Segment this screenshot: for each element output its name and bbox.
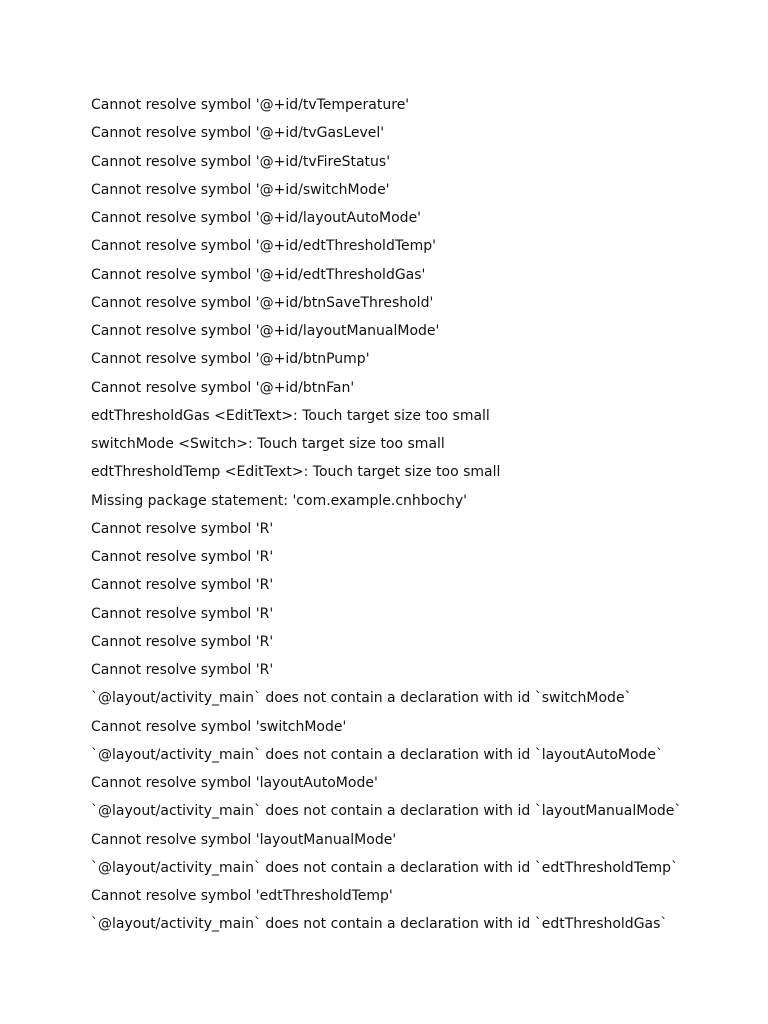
message-line: Cannot resolve symbol '@+id/btnPump' <box>91 351 370 368</box>
message-line: edtThresholdTemp <EditText>: Touch target size too small <box>91 464 501 481</box>
message-line: Cannot resolve symbol '@+id/btnFan' <box>91 379 355 396</box>
message-line: edtThresholdGas <EditText>: Touch target size too small <box>91 407 490 424</box>
message-line: Cannot resolve symbol '@+id/edtThresholdTemp' <box>91 238 436 255</box>
message-line: Cannot resolve symbol '@+id/layoutManualMode' <box>91 323 440 339</box>
message-line: Cannot resolve symbol 'R' <box>91 633 274 650</box>
message-line: Cannot resolve symbol '@+id/tvTemperature' <box>91 97 410 113</box>
message-line: Cannot resolve symbol '@+id/tvGasLevel' <box>91 125 385 142</box>
message-line: Missing package statement: 'com.example.cnhbochy' <box>91 492 467 509</box>
message-line: `@layout/activity_main` does not contain a declaration with id `edtThresholdGas` <box>91 916 668 933</box>
message-line: Cannot resolve symbol 'switchMode' <box>91 718 347 735</box>
message-line: Cannot resolve symbol 'edtThresholdTemp' <box>91 888 393 904</box>
message-line: `@layout/activity_main` does not contain a declaration with id `switchMode` <box>91 690 632 707</box>
message-line: Cannot resolve symbol 'layoutAutoMode' <box>91 775 378 791</box>
message-line: Cannot resolve symbol 'R' <box>91 662 274 678</box>
message-line: Cannot resolve symbol '@+id/switchMode' <box>91 181 390 198</box>
message-line: Cannot resolve symbol '@+id/layoutAutoMode' <box>91 210 422 226</box>
message-line: Cannot resolve symbol 'R' <box>91 577 274 594</box>
message-line: `@layout/activity_main` does not contain a declaration with id `edtThresholdTemp` <box>91 859 679 876</box>
message-line: `@layout/activity_main` does not contain a declaration with id `layoutManualMode` <box>91 803 682 820</box>
message-line: Cannot resolve symbol '@+id/btnSaveThreshold' <box>91 294 434 311</box>
message-line: Cannot resolve symbol '@+id/tvFireStatus' <box>91 153 391 170</box>
message-line: Cannot resolve symbol 'R' <box>91 520 274 537</box>
message-line: Cannot resolve symbol 'R' <box>91 549 274 565</box>
message-line: Cannot resolve symbol '@+id/edtThresholdGas' <box>91 266 426 283</box>
message-line: `@layout/activity_main` does not contain a declaration with id `layoutAutoMode` <box>91 746 664 763</box>
message-line: Cannot resolve symbol 'R' <box>91 605 274 622</box>
message-line: Cannot resolve symbol 'layoutManualMode' <box>91 831 397 848</box>
message-line: switchMode <Switch>: Touch target size too small <box>91 436 445 452</box>
message-list <box>91 91 728 939</box>
